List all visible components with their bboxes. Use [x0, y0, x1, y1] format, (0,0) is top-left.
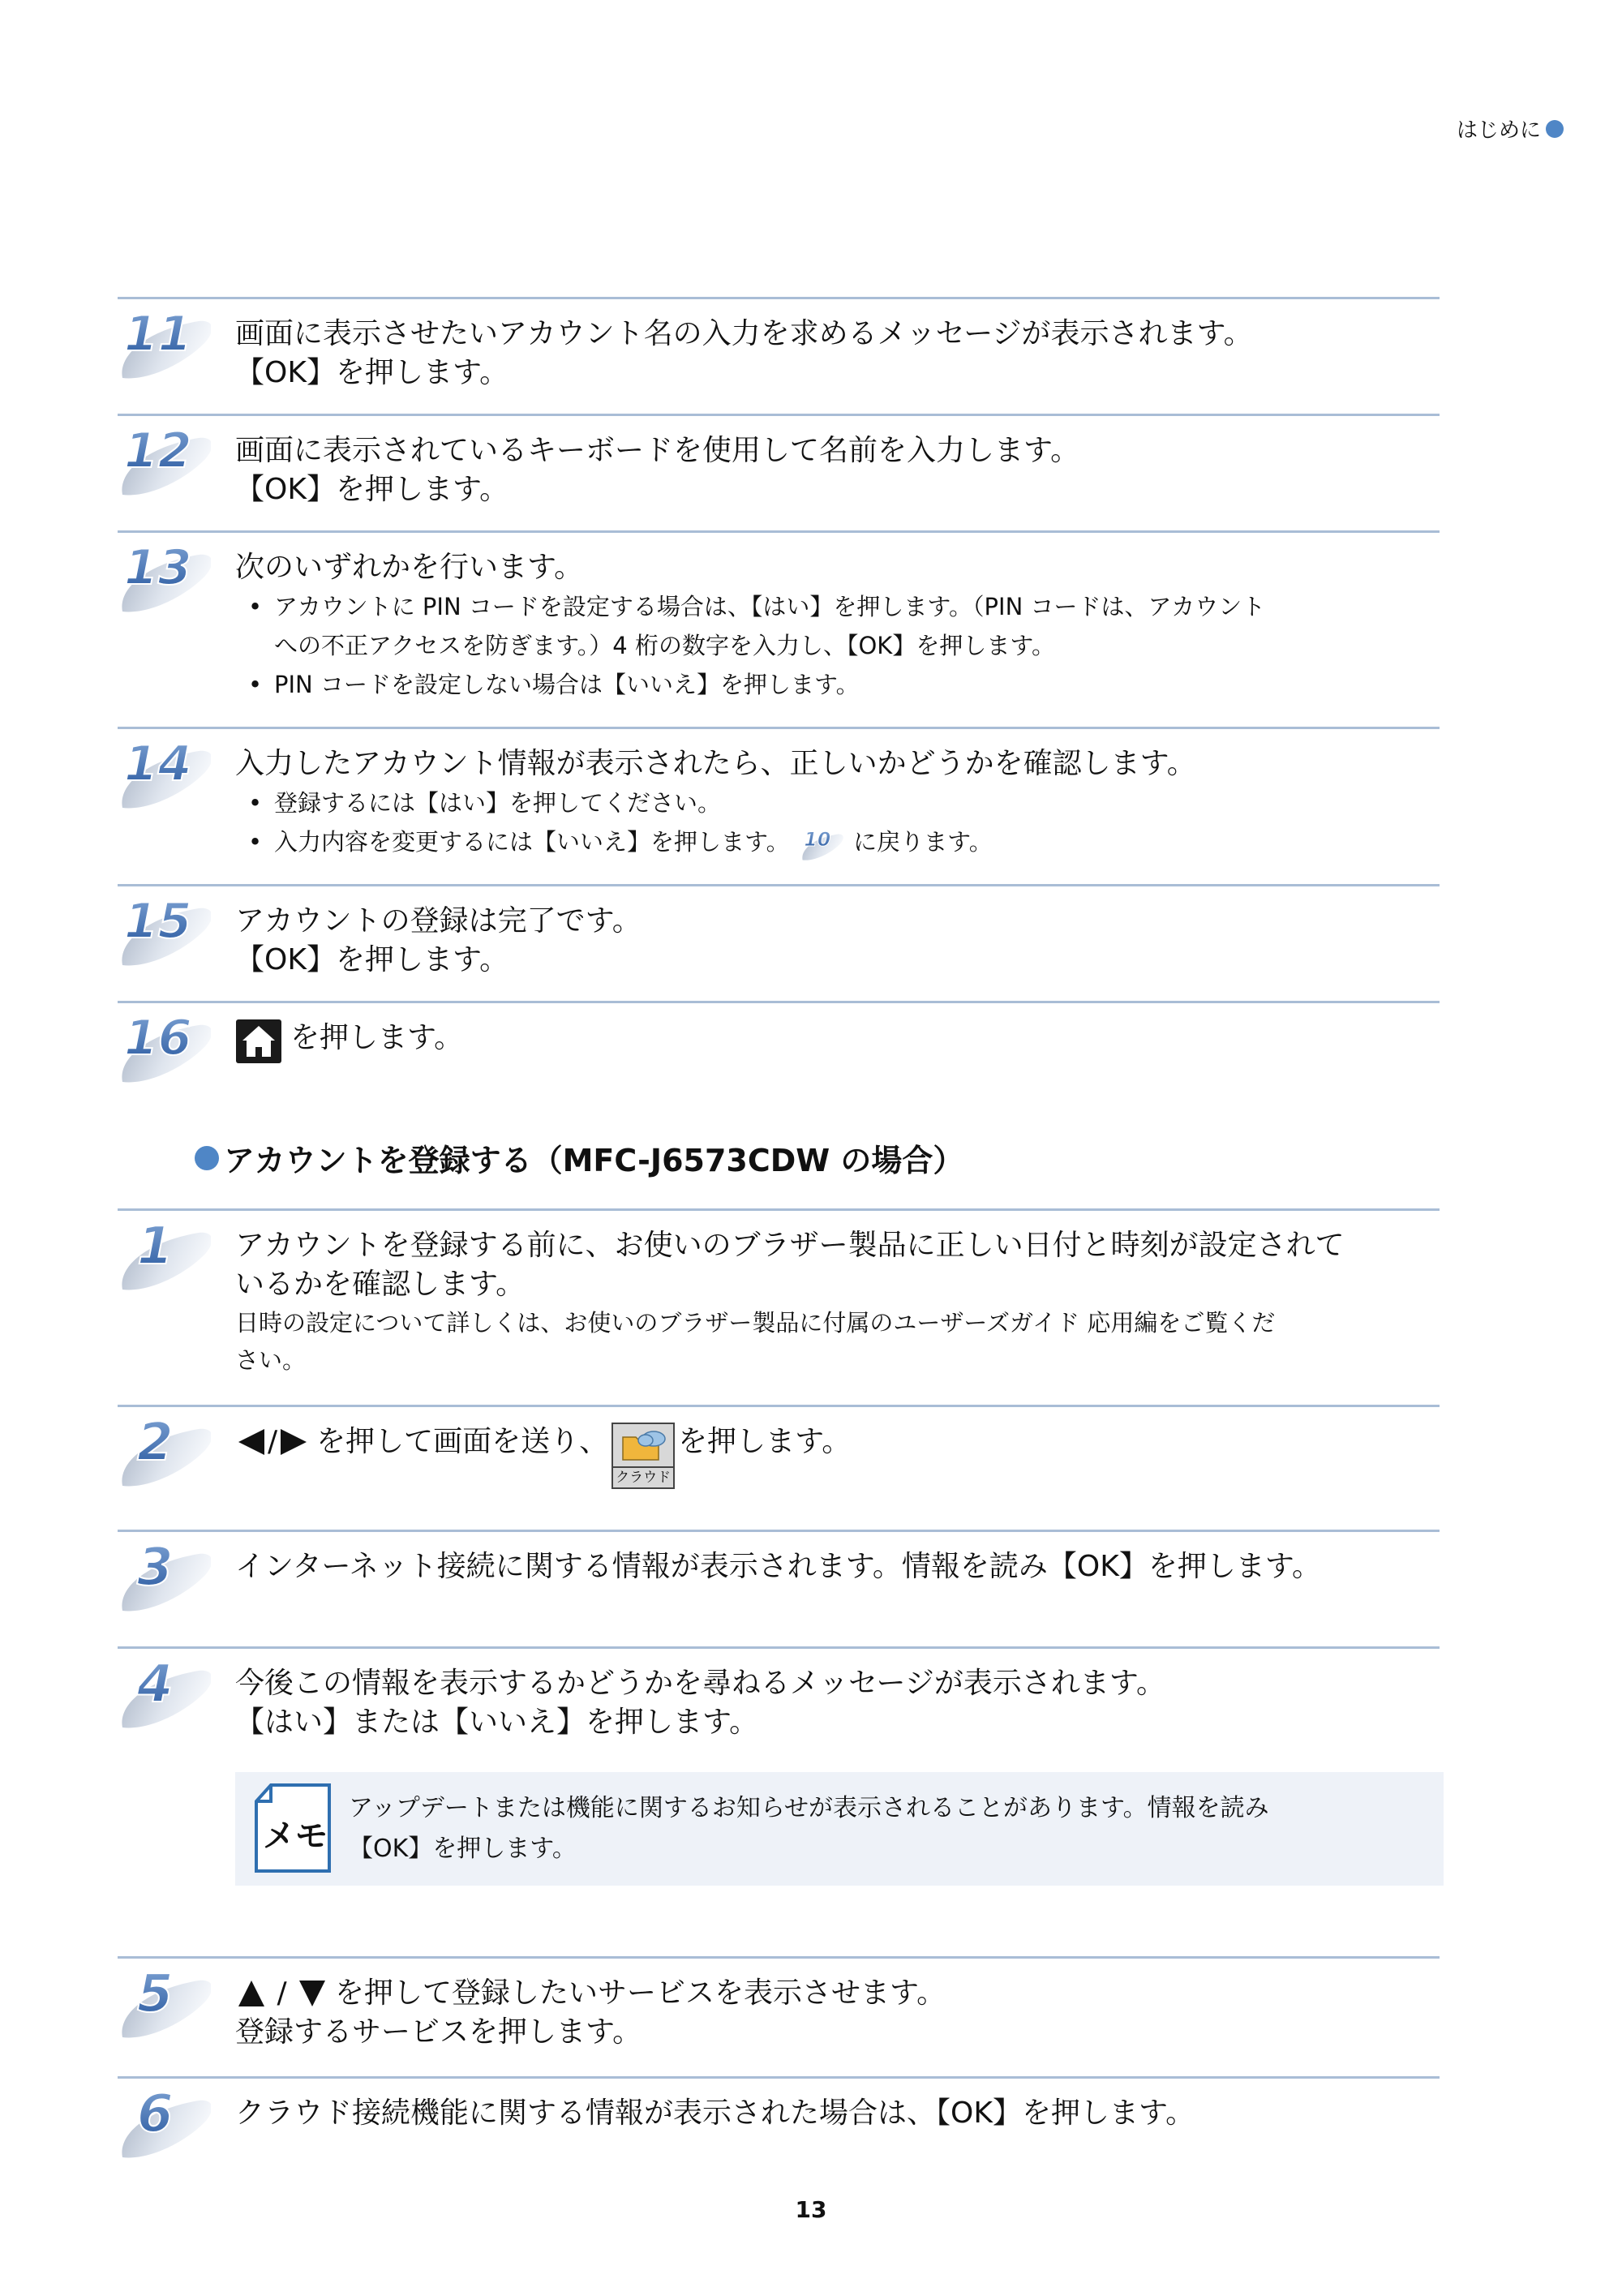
step-number-badge	[118, 414, 211, 503]
cloud-button[interactable]	[611, 1423, 675, 1489]
step-divider	[118, 1405, 1440, 1407]
step-instruction: 【OK】を押します。	[235, 943, 509, 976]
home-icon[interactable]	[235, 1019, 282, 1064]
step-divider	[118, 884, 1440, 886]
step-instruction: を押します。	[290, 1021, 464, 1054]
step-3	[118, 1530, 1440, 1643]
step-number-badge	[118, 1646, 211, 1736]
step-2	[118, 1405, 1440, 1526]
step-instruction: 画面に表示されているキーボードを使用して名前を入力します。	[235, 434, 1080, 467]
step-divider	[118, 1956, 1440, 1959]
step-number: 6	[137, 2084, 174, 2144]
option-bullet	[235, 822, 1431, 864]
step-divider	[118, 1001, 1440, 1003]
step-instruction: を押します。	[678, 1425, 852, 1458]
memo-box	[235, 1772, 1444, 1886]
cloud-button-label: クラウド	[611, 1468, 675, 1489]
page-number: 13	[795, 2196, 827, 2223]
section-heading-text: アカウントを登録する（MFC-J6573CDW の場合）	[224, 1143, 964, 1178]
section-dot-icon	[1546, 120, 1564, 138]
step-number-badge	[118, 727, 211, 816]
step-number: 3	[137, 1538, 174, 1598]
step-divider	[118, 1208, 1440, 1211]
step-reference-number: 10	[804, 828, 831, 852]
step-16	[118, 1001, 1440, 1114]
step-instruction: アカウントの登録は完了です。	[235, 904, 642, 938]
step-instruction: 入力したアカウント情報が表示されたら、正しいかどうかを確認します。	[235, 747, 1196, 780]
step-12	[118, 414, 1440, 527]
step-instruction: 【はい】または【いいえ】を押します。	[235, 1706, 759, 1739]
step-number-badge	[118, 884, 211, 973]
option-bullet: • PIN コードを設定しない場合は【いいえ】を押します。	[235, 665, 1431, 704]
step-reference-badge[interactable]	[797, 823, 846, 864]
step-number: 11	[124, 306, 192, 363]
step-number-badge	[118, 1956, 211, 2045]
step-note: 日時の設定について詳しくは、お使いのブラザー製品に付属のユーザーズガイド 応用編をご覧くだ	[235, 1309, 1276, 1337]
option-bullet: • アカウントに PIN コードを設定する場合は、【はい】を押します。（PIN コードは、アカウント	[235, 587, 1431, 626]
step-number-badge	[118, 1530, 211, 1619]
step-note: さい。	[235, 1346, 307, 1374]
section-label	[1457, 114, 1564, 144]
step-divider	[118, 414, 1440, 416]
step-5	[118, 1956, 1440, 2070]
option-bullet-text: に戻ります。	[853, 828, 993, 856]
step-13	[118, 530, 1440, 725]
down-arrow-icon[interactable]	[296, 1977, 328, 2010]
option-bullet: • 登録するには【はい】を押してください。	[235, 783, 1431, 822]
step-4	[118, 1646, 1440, 1760]
step-divider	[118, 1646, 1440, 1649]
step-number: 13	[124, 539, 192, 596]
step-instruction: 次のいずれかを行います。	[235, 551, 584, 584]
step-instruction: を押して画面を送り、	[316, 1425, 609, 1458]
memo-line: アップデートまたは機能に関するお知らせが表示されることがあります。情報を読み	[349, 1794, 1269, 1822]
option-bullet-text: 入力内容を変更するには【いいえ】を押します。	[274, 828, 790, 856]
step-instruction: いるかを確認します。	[235, 1268, 526, 1301]
step-divider	[118, 1530, 1440, 1532]
left-arrow-icon[interactable]	[235, 1426, 268, 1458]
step-number-badge	[118, 2076, 211, 2165]
step-number-badge	[118, 1405, 211, 1494]
step-instruction: 今後この情報を表示するかどうかを尋ねるメッセージが表示されます。	[235, 1667, 1165, 1700]
step-number: 12	[124, 423, 192, 479]
step-number: 5	[137, 1964, 174, 2024]
cloud-folder-icon	[611, 1423, 675, 1468]
step-number: 1	[137, 1217, 174, 1277]
heading-dot-icon	[195, 1146, 219, 1170]
step-instruction: クラウド接続機能に関する情報が表示された場合は、【OK】を押します。	[235, 2096, 1195, 2130]
step-number-badge	[118, 530, 211, 620]
step-instruction: 登録するサービスを押します。	[235, 2015, 642, 2049]
step-divider	[118, 297, 1440, 299]
step-divider	[118, 530, 1440, 533]
step-number-badge	[118, 297, 211, 386]
step-number-badge	[118, 1208, 211, 1298]
step-11	[118, 297, 1440, 410]
step-instruction: アカウントを登録する前に、お使いのブラザー製品に正しい日付と時刻が設定されて	[235, 1229, 1345, 1262]
step-number: 14	[124, 736, 192, 792]
memo-icon	[253, 1783, 333, 1874]
step-instruction: 画面に表示させたいアカウント名の入力を求めるメッセージが表示されます。	[235, 317, 1253, 350]
option-bullet-continued: への不正アクセスを防ぎます。）4 桁の数字を入力し、【OK】を押します。	[274, 632, 1056, 659]
right-arrow-icon[interactable]	[277, 1426, 310, 1458]
memo-label: メモ	[263, 1817, 328, 1855]
memo-line: 【OK】を押します。	[349, 1835, 577, 1863]
section-heading	[195, 1135, 963, 1180]
section-label-text: はじめに	[1456, 118, 1541, 143]
step-instruction: 【OK】を押します。	[235, 473, 509, 506]
step-number-badge	[118, 1001, 211, 1090]
step-instruction: 【OK】を押します。	[235, 356, 509, 389]
arrow-separator: /	[268, 1425, 278, 1458]
arrow-separator: /	[268, 1976, 297, 2010]
step-15	[118, 884, 1440, 998]
step-divider	[118, 2076, 1440, 2079]
up-arrow-icon[interactable]	[235, 1977, 268, 2010]
step-number: 2	[137, 1413, 174, 1473]
step-divider	[118, 727, 1440, 729]
step-1	[118, 1208, 1440, 1403]
step-instruction: インターネット接続に関する情報が表示されます。情報を読み【OK】を押します。	[235, 1550, 1321, 1583]
step-number: 16	[124, 1010, 192, 1066]
step-number: 4	[137, 1654, 174, 1714]
step-14	[118, 727, 1440, 881]
step-instruction: を押して登録したいサービスを表示させます。	[335, 1976, 946, 2010]
step-6	[118, 2076, 1440, 2190]
step-number: 15	[124, 893, 192, 950]
